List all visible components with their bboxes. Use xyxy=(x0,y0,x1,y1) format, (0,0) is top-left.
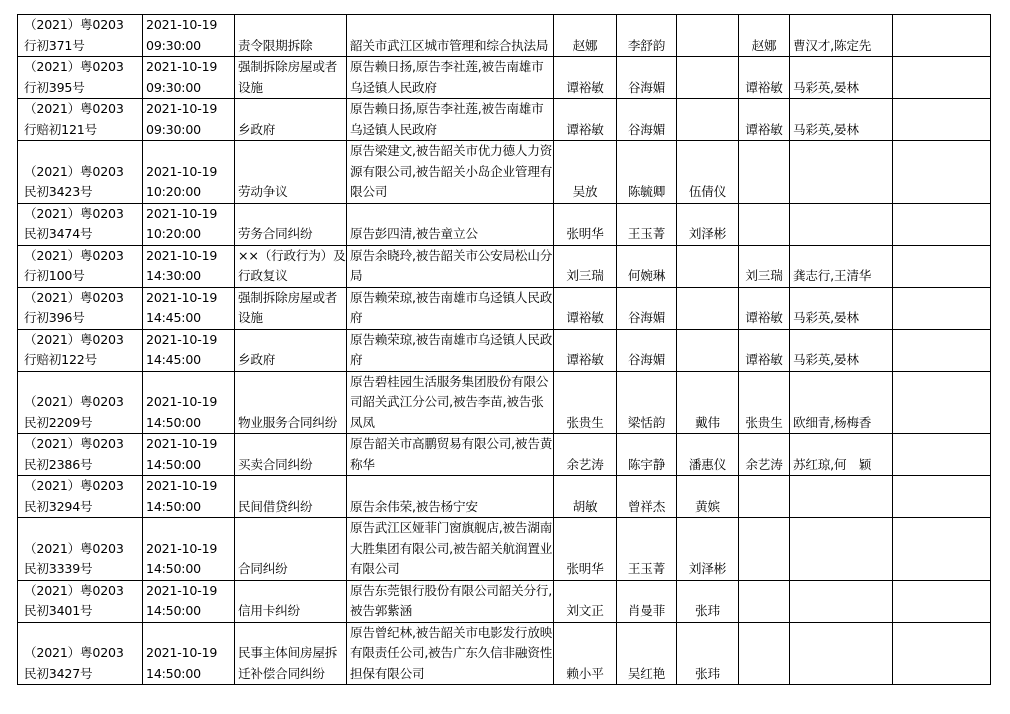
hearing-date: 2021-10-19 xyxy=(146,247,218,263)
juror-name: 李舒韵 xyxy=(627,37,666,53)
hearing-time: 14:50:00 xyxy=(146,414,201,430)
judge-name: 张明华 xyxy=(566,226,604,241)
parties-cell xyxy=(347,622,554,685)
hearing-date: 2021-10-19 xyxy=(146,582,218,598)
case-cause: 民间借贷纠纷 xyxy=(238,498,313,514)
presiding-cell xyxy=(739,518,790,581)
case-number-cell xyxy=(18,476,143,518)
parties: 原告武江区娅菲门窗旗舰店,被告湖南大胜集团有限公司,被告韶关航润置业有限公司 xyxy=(350,520,553,576)
members-cell xyxy=(790,57,893,99)
empty-cell xyxy=(893,99,991,141)
case-number-cell xyxy=(18,518,143,581)
parties: 原告余晓玲,被告韶关市公安局松山分局 xyxy=(350,247,553,283)
case-number: 民初3427号 xyxy=(24,665,93,681)
hearing-time: 09:30:00 xyxy=(146,37,201,53)
empty-cell xyxy=(893,141,991,204)
juror-name: 陈宇静 xyxy=(627,456,666,472)
empty-cell xyxy=(893,15,991,57)
case-court-code: （2021）粤0203 xyxy=(24,582,124,598)
hearing-date: 2021-10-19 xyxy=(146,17,218,32)
members-cell xyxy=(790,99,893,141)
empty-cell xyxy=(893,622,991,685)
juror-name: 戴伟 xyxy=(695,414,720,430)
judge-name: 刘三瑞 xyxy=(566,268,604,283)
juror-name: 谷海媚 xyxy=(627,121,666,137)
case-court-code: （2021）粤0203 xyxy=(24,205,124,221)
juror-cell xyxy=(617,99,677,141)
parties-cell xyxy=(347,476,554,518)
judge-name: 张明华 xyxy=(566,561,604,576)
hearing-date: 2021-10-19 xyxy=(146,436,218,451)
hearing-time: 14:45:00 xyxy=(146,310,201,325)
table-row xyxy=(18,476,991,518)
case-cause-cell xyxy=(235,476,347,518)
juror-cell xyxy=(677,287,739,329)
members-cell xyxy=(790,580,893,622)
judge-cell xyxy=(554,99,617,141)
judge-name: 赖小平 xyxy=(566,665,604,681)
hearing-datetime-cell xyxy=(143,99,235,141)
empty-cell xyxy=(893,580,991,622)
case-number-cell xyxy=(18,329,143,371)
hearing-time: 14:50:00 xyxy=(146,665,201,681)
table-row xyxy=(18,329,991,371)
case-cause: 合同纠纷 xyxy=(238,561,288,576)
judge-cell xyxy=(554,245,617,287)
hearing-datetime-cell xyxy=(143,329,235,371)
table-row xyxy=(18,57,991,99)
juror-cell xyxy=(617,371,677,434)
judge-cell xyxy=(554,15,617,57)
case-cause-cell xyxy=(235,203,347,245)
parties: 原告赖日扬,原告李社莲,被告南雄市乌迳镇人民政府 xyxy=(350,59,544,95)
members-names: 欧细青,杨梅香 xyxy=(793,414,872,430)
judge-cell xyxy=(554,203,617,245)
juror-cell xyxy=(617,434,677,476)
presiding-cell xyxy=(739,287,790,329)
hearing-time: 10:20:00 xyxy=(146,226,201,241)
parties-cell xyxy=(347,141,554,204)
members-names: 马彩英,晏林 xyxy=(793,310,859,325)
case-court-code: （2021）粤0203 xyxy=(24,436,124,451)
juror-name: 潘惠仪 xyxy=(688,456,727,472)
case-number: 民初2386号 xyxy=(24,456,93,472)
case-number-cell xyxy=(18,245,143,287)
juror-cell xyxy=(677,518,739,581)
members-names: 马彩英,晏林 xyxy=(793,79,859,95)
members-cell xyxy=(790,371,893,434)
case-court-code: （2021）粤0203 xyxy=(24,59,124,74)
table-row xyxy=(18,15,991,57)
case-cause: 强制拆除房屋或者设施 xyxy=(238,289,338,325)
parties: 原告彭四清,被告童立公 xyxy=(350,226,478,241)
judge-name: 张贵生 xyxy=(566,414,604,430)
case-cause-cell xyxy=(235,518,347,581)
case-cause: 物业服务合同纠纷 xyxy=(238,414,338,430)
case-cause: 信用卡纠纷 xyxy=(238,603,300,618)
table-row xyxy=(18,518,991,581)
case-cause-cell xyxy=(235,580,347,622)
hearing-time: 14:45:00 xyxy=(146,352,201,367)
members-names: 龚志行,王清华 xyxy=(793,268,872,283)
empty-cell xyxy=(893,518,991,581)
case-court-code: （2021）粤0203 xyxy=(24,289,124,305)
hearing-date: 2021-10-19 xyxy=(146,540,218,556)
presiding-cell xyxy=(739,434,790,476)
parties: 原告韶关市高鹏贸易有限公司,被告黄称华 xyxy=(350,436,553,472)
judge-name: 赵娜 xyxy=(572,37,598,53)
juror-cell xyxy=(617,57,677,99)
parties-cell xyxy=(347,99,554,141)
juror-cell xyxy=(677,245,739,287)
juror-cell xyxy=(617,622,677,685)
case-number: 民初3423号 xyxy=(24,184,93,199)
judge-cell xyxy=(554,57,617,99)
presiding-name: 余艺涛 xyxy=(745,456,783,472)
juror-name: 陈毓卿 xyxy=(627,184,666,199)
case-cause: 乡政府 xyxy=(238,352,276,367)
juror-cell xyxy=(677,203,739,245)
table-body xyxy=(18,15,991,685)
juror-name: 张玮 xyxy=(695,603,720,618)
hearing-date: 2021-10-19 xyxy=(146,478,218,493)
table-row xyxy=(18,141,991,204)
hearing-schedule-table xyxy=(17,14,991,685)
hearing-time: 14:30:00 xyxy=(146,268,201,283)
case-cause: 买卖合同纠纷 xyxy=(238,456,313,472)
case-number: 行初100号 xyxy=(24,268,85,283)
empty-cell xyxy=(893,371,991,434)
case-number-cell xyxy=(18,434,143,476)
judge-name: 谭裕敏 xyxy=(566,79,604,95)
case-number: 民初3401号 xyxy=(24,603,93,618)
presiding-name: 谭裕敏 xyxy=(745,79,783,95)
hearing-datetime-cell xyxy=(143,622,235,685)
case-cause-cell xyxy=(235,287,347,329)
case-court-code: （2021）粤0203 xyxy=(24,163,124,179)
juror-cell xyxy=(677,476,739,518)
hearing-datetime-cell xyxy=(143,15,235,57)
case-number: 行赔初122号 xyxy=(24,352,98,367)
hearing-date: 2021-10-19 xyxy=(146,59,218,74)
presiding-cell xyxy=(739,371,790,434)
hearing-time: 14:50:00 xyxy=(146,603,201,618)
hearing-date: 2021-10-19 xyxy=(146,331,218,347)
empty-cell xyxy=(893,476,991,518)
hearing-datetime-cell xyxy=(143,371,235,434)
members-cell xyxy=(790,622,893,685)
juror-cell xyxy=(677,434,739,476)
case-cause: ××（行政行为）及行政复议 xyxy=(238,247,346,283)
judge-cell xyxy=(554,329,617,371)
case-cause: 责令限期拆除 xyxy=(238,37,313,53)
judge-cell xyxy=(554,434,617,476)
juror-name: 黄嫔 xyxy=(695,498,720,514)
parties: 原告赖日扬,原告李社莲,被告南雄市乌迳镇人民政府 xyxy=(350,101,544,137)
presiding-name: 赵娜 xyxy=(751,37,777,53)
presiding-cell xyxy=(739,15,790,57)
judge-cell xyxy=(554,580,617,622)
judge-name: 胡敏 xyxy=(572,498,598,514)
hearing-datetime-cell xyxy=(143,434,235,476)
case-cause-cell xyxy=(235,434,347,476)
juror-cell xyxy=(617,287,677,329)
hearing-date: 2021-10-19 xyxy=(146,205,218,221)
case-number-cell xyxy=(18,15,143,57)
parties-cell xyxy=(347,580,554,622)
juror-cell xyxy=(617,203,677,245)
members-names: 曹汉才,陈定先 xyxy=(793,37,872,53)
juror-cell xyxy=(677,57,739,99)
case-court-code: （2021）粤0203 xyxy=(24,247,124,263)
case-number: 行初395号 xyxy=(24,79,85,95)
empty-cell xyxy=(893,57,991,99)
judge-cell xyxy=(554,287,617,329)
presiding-cell xyxy=(739,99,790,141)
hearing-time: 10:20:00 xyxy=(146,184,201,199)
hearing-datetime-cell xyxy=(143,476,235,518)
case-number-cell xyxy=(18,57,143,99)
case-number: 行赔初121号 xyxy=(24,121,98,137)
case-number: 民初3294号 xyxy=(24,498,93,514)
juror-name: 曾祥杰 xyxy=(627,498,666,514)
parties: 原告曾纪林,被告韶关市电影发行放映有限责任公司,被告广东久信非融资性担保有限公司 xyxy=(350,624,553,681)
empty-cell xyxy=(893,329,991,371)
case-cause-cell xyxy=(235,622,347,685)
juror-cell xyxy=(677,371,739,434)
juror-name: 梁恬韵 xyxy=(627,414,666,430)
table-row xyxy=(18,434,991,476)
case-number: 民初2209号 xyxy=(24,414,93,430)
case-court-code: （2021）粤0203 xyxy=(24,645,124,660)
empty-cell xyxy=(893,287,991,329)
case-number-cell xyxy=(18,622,143,685)
juror-name: 刘泽彬 xyxy=(688,561,727,576)
juror-name: 何婉琳 xyxy=(627,268,666,283)
empty-cell xyxy=(893,245,991,287)
parties-cell xyxy=(347,15,554,57)
juror-cell xyxy=(617,15,677,57)
case-number: 行初371号 xyxy=(24,37,85,53)
presiding-cell xyxy=(739,329,790,371)
hearing-datetime-cell xyxy=(143,287,235,329)
hearing-date: 2021-10-19 xyxy=(146,394,218,409)
presiding-cell xyxy=(739,580,790,622)
hearing-date: 2021-10-19 xyxy=(146,645,218,660)
parties-cell xyxy=(347,434,554,476)
juror-name: 王玉菁 xyxy=(627,561,666,576)
juror-cell xyxy=(677,580,739,622)
parties-cell xyxy=(347,329,554,371)
case-number-cell xyxy=(18,287,143,329)
case-number: 行初396号 xyxy=(24,310,85,325)
judge-name: 谭裕敏 xyxy=(566,121,604,137)
presiding-cell xyxy=(739,141,790,204)
case-cause: 乡政府 xyxy=(238,121,276,137)
juror-cell xyxy=(677,141,739,204)
case-court-code: （2021）粤0203 xyxy=(24,17,124,32)
juror-cell xyxy=(677,99,739,141)
juror-name: 王玉菁 xyxy=(627,226,666,241)
juror-cell xyxy=(617,518,677,581)
case-number-cell xyxy=(18,99,143,141)
hearing-date: 2021-10-19 xyxy=(146,289,218,305)
judge-name: 谭裕敏 xyxy=(566,352,604,367)
members-names: 马彩英,晏林 xyxy=(793,352,859,367)
juror-name: 谷海媚 xyxy=(627,79,666,95)
juror-cell xyxy=(677,622,739,685)
case-court-code: （2021）粤0203 xyxy=(24,540,124,556)
judge-name: 吴放 xyxy=(572,184,598,199)
presiding-cell xyxy=(739,203,790,245)
case-court-code: （2021）粤0203 xyxy=(24,101,124,116)
case-cause: 强制拆除房屋或者设施 xyxy=(238,59,338,95)
juror-cell xyxy=(677,15,739,57)
case-court-code: （2021）粤0203 xyxy=(24,478,124,493)
case-number-cell xyxy=(18,141,143,204)
presiding-name: 张贵生 xyxy=(745,414,783,430)
juror-name: 伍倩仪 xyxy=(688,184,727,199)
juror-name: 谷海媚 xyxy=(627,310,666,325)
members-cell xyxy=(790,287,893,329)
empty-cell xyxy=(893,434,991,476)
table-row xyxy=(18,580,991,622)
case-cause-cell xyxy=(235,15,347,57)
hearing-datetime-cell xyxy=(143,580,235,622)
case-number-cell xyxy=(18,203,143,245)
members-cell xyxy=(790,15,893,57)
presiding-cell xyxy=(739,622,790,685)
juror-name: 谷海媚 xyxy=(627,352,666,367)
judge-cell xyxy=(554,622,617,685)
members-cell xyxy=(790,434,893,476)
presiding-name: 谭裕敏 xyxy=(745,352,783,367)
parties: 原告碧桂园生活服务集团股份有限公司韶关武江分公司,被告李苗,被告张凤凤 xyxy=(350,373,549,430)
hearing-datetime-cell xyxy=(143,203,235,245)
table-row xyxy=(18,245,991,287)
juror-name: 刘泽彬 xyxy=(688,226,727,241)
table-row xyxy=(18,371,991,434)
judge-name: 刘文正 xyxy=(566,603,604,618)
members-names: 苏红琼,何 颖 xyxy=(793,456,872,472)
hearing-time: 14:50:00 xyxy=(146,561,201,576)
parties-cell xyxy=(347,371,554,434)
case-cause-cell xyxy=(235,141,347,204)
members-cell xyxy=(790,141,893,204)
parties: 韶关市武江区城市管理和综合执法局 xyxy=(350,37,549,53)
case-cause: 劳动争议 xyxy=(238,184,288,199)
parties: 原告赖荣琼,被告南雄市乌迳镇人民政府 xyxy=(350,289,553,325)
members-cell xyxy=(790,245,893,287)
judge-cell xyxy=(554,476,617,518)
parties-cell xyxy=(347,203,554,245)
parties-cell xyxy=(347,287,554,329)
presiding-cell xyxy=(739,476,790,518)
case-cause: 劳务合同纠纷 xyxy=(238,226,313,241)
parties: 原告余伟荣,被告杨宁安 xyxy=(350,498,478,514)
hearing-datetime-cell xyxy=(143,141,235,204)
case-cause-cell xyxy=(235,57,347,99)
hearing-date: 2021-10-19 xyxy=(146,101,218,116)
members-cell xyxy=(790,203,893,245)
presiding-cell xyxy=(739,57,790,99)
parties-cell xyxy=(347,245,554,287)
hearing-date: 2021-10-19 xyxy=(146,163,218,179)
judge-name: 余艺涛 xyxy=(566,456,604,472)
juror-cell xyxy=(617,329,677,371)
table-row xyxy=(18,287,991,329)
parties-cell xyxy=(347,518,554,581)
case-number-cell xyxy=(18,580,143,622)
case-cause: 民事主体间房屋拆迁补偿合同纠纷 xyxy=(238,645,338,681)
presiding-cell xyxy=(739,245,790,287)
juror-name: 张玮 xyxy=(695,665,720,681)
empty-cell xyxy=(893,203,991,245)
hearing-time: 09:30:00 xyxy=(146,79,201,95)
hearing-datetime-cell xyxy=(143,245,235,287)
juror-cell xyxy=(617,476,677,518)
juror-cell xyxy=(617,245,677,287)
judge-cell xyxy=(554,371,617,434)
case-number-cell xyxy=(18,371,143,434)
case-cause-cell xyxy=(235,245,347,287)
case-number: 民初3474号 xyxy=(24,226,93,241)
judge-cell xyxy=(554,141,617,204)
hearing-time: 09:30:00 xyxy=(146,121,201,137)
members-names: 马彩英,晏林 xyxy=(793,121,859,137)
parties: 原告赖荣琼,被告南雄市乌迳镇人民政府 xyxy=(350,331,553,367)
juror-cell xyxy=(677,329,739,371)
case-cause-cell xyxy=(235,99,347,141)
table-row xyxy=(18,203,991,245)
case-number: 民初3339号 xyxy=(24,561,93,576)
hearing-datetime-cell xyxy=(143,518,235,581)
hearing-time: 14:50:00 xyxy=(146,498,201,514)
judge-cell xyxy=(554,518,617,581)
juror-cell xyxy=(617,141,677,204)
juror-cell xyxy=(617,580,677,622)
case-court-code: （2021）粤0203 xyxy=(24,394,124,409)
hearing-time: 14:50:00 xyxy=(146,456,201,472)
presiding-name: 刘三瑞 xyxy=(745,268,783,283)
parties-cell xyxy=(347,57,554,99)
case-cause-cell xyxy=(235,329,347,371)
table-row xyxy=(18,99,991,141)
case-cause-cell xyxy=(235,371,347,434)
case-court-code: （2021）粤0203 xyxy=(24,331,124,347)
presiding-name: 谭裕敏 xyxy=(745,121,783,137)
judge-name: 谭裕敏 xyxy=(566,310,604,325)
juror-name: 吴红艳 xyxy=(627,665,666,681)
members-cell xyxy=(790,476,893,518)
table-row xyxy=(18,622,991,685)
hearing-datetime-cell xyxy=(143,57,235,99)
juror-name: 肖曼菲 xyxy=(627,603,666,618)
parties: 原告东莞银行股份有限公司韶关分行,被告郭紫涵 xyxy=(350,582,553,618)
presiding-name: 谭裕敏 xyxy=(745,310,783,325)
parties: 原告梁建文,被告韶关市优力德人力资源有限公司,被告韶关小岛企业管理有限公司 xyxy=(350,143,553,199)
members-cell xyxy=(790,518,893,581)
members-cell xyxy=(790,329,893,371)
